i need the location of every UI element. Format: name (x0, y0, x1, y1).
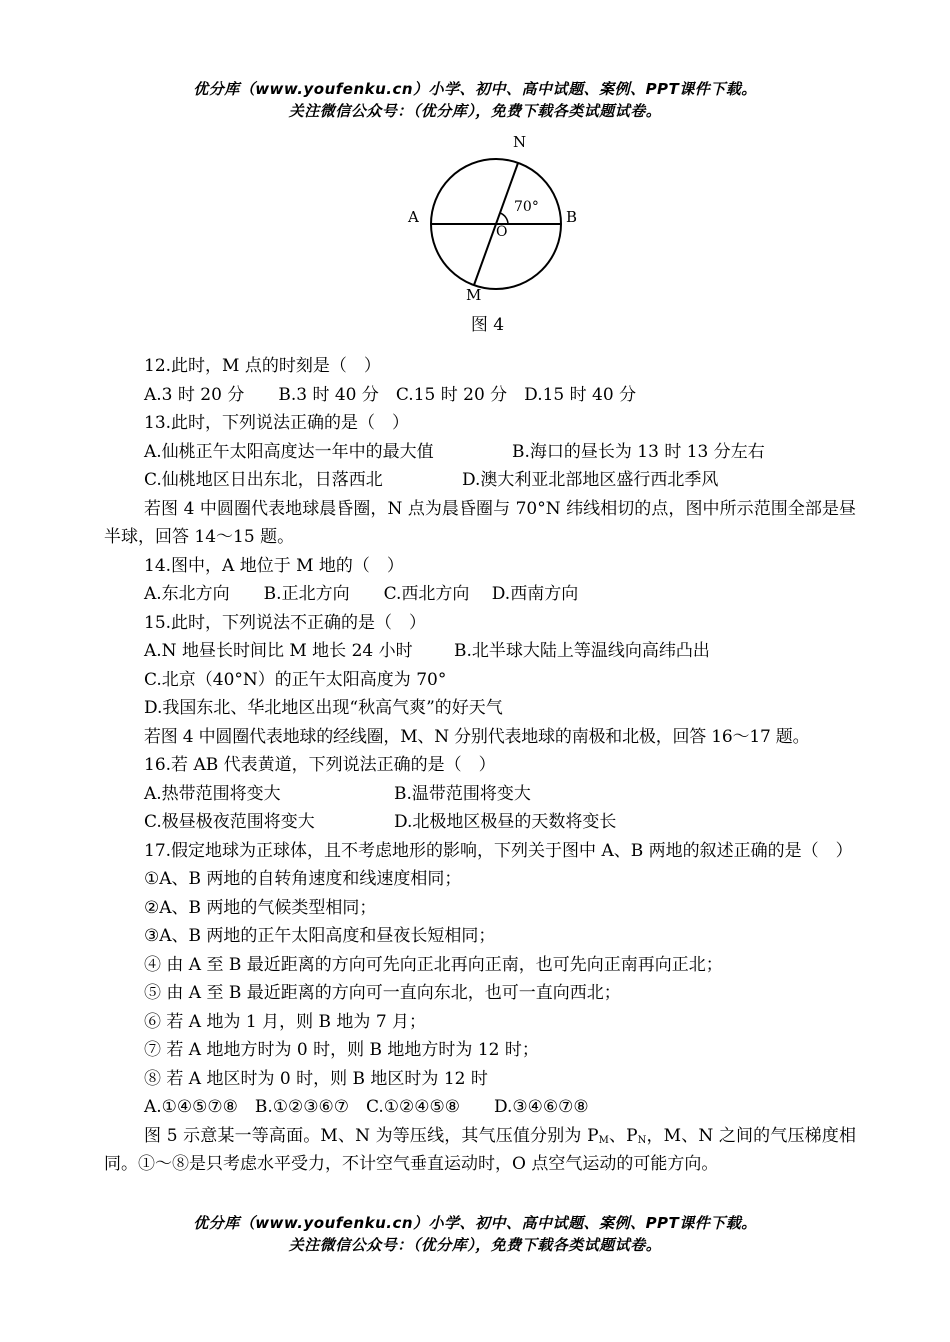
footer-line-1: 优分库（www.youfenku.cn）小学、初中、高中试题、案例、PPT课件下载。 (193, 1214, 757, 1232)
q15-option-b: B.北半球大陆上等温线向高纬凸出 (454, 641, 710, 661)
header-line-1: 优分库（www.youfenku.cn）小学、初中、高中试题、案例、PPT课件下载。 (193, 80, 757, 98)
q17-item-3: ③A、B 两地的正午太阳高度和昼夜长短相同； (144, 926, 496, 946)
intro-14-15: 若图 4 中圆圈代表地球晨昏圈，N 点为晨昏圈与 70°N 纬线相切的点，图中所示范围全部是昼半球，回答 14～15 题。 (104, 498, 856, 547)
figure-4-diagram (400, 128, 600, 308)
q15-stem: 15.此时，下列说法不正确的是（ ） (144, 612, 427, 633)
fig5-sub-n: N (637, 1134, 647, 1146)
q13-option-d: D.澳大利亚北部地区盛行西北季风 (462, 470, 719, 490)
q17-item-2: ②A、B 两地的气候类型相同； (144, 897, 377, 918)
figure-caption: 图 4 (470, 315, 505, 335)
q17-item-4: ④ 由 A 至 B 最近距离的方向可先向正北再向正南，也可先向正南再向正北； (144, 954, 723, 975)
q12-stem: 12.此时，M 点的时刻是（ ） (144, 356, 381, 376)
q12-options: A.3 时 20 分 B.3 时 40 分 C.15 时 20 分 D.15 时 40 分 (144, 384, 637, 405)
q13-option-c: C.仙桃地区日出东北，日落西北 (144, 470, 383, 490)
footer-line-2: 关注微信公众号：（优分库），免费下载各类试题试卷。 (288, 1236, 662, 1254)
q14-options: A.东北方向 B.正北方向 C.西北方向 D.西南方向 (144, 584, 579, 604)
q17-item-8: ⑧ 若 A 地区时为 0 时，则 B 地区时为 12 时 (144, 1068, 488, 1089)
q16-option-b: B.温带范围将变大 (394, 783, 531, 804)
label-b: B (566, 208, 578, 226)
q13-row-1 (104, 438, 856, 467)
q13-option-a: A.仙桃正午太阳高度达一年中的最大值 (144, 441, 434, 462)
q16-row-1 (104, 780, 856, 809)
figure-5-intro (104, 1122, 856, 1179)
q17-item-7: ⑦ 若 A 地地方时为 0 时，则 B 地地方时为 12 时； (144, 1040, 539, 1060)
fig5-sub-m: M (598, 1134, 609, 1146)
q17-item-1: ①A、B 两地的自转角速度和线速度相同； (144, 869, 462, 889)
q13-stem: 13.此时，下列说法正确的是（ ） (144, 413, 410, 433)
q15-option-d: D.我国东北、华北地区出现“秋高气爽”的好天气 (144, 698, 503, 718)
question-content (104, 352, 856, 1179)
q16-row-2 (104, 808, 856, 837)
label-angle: 70° (514, 199, 539, 215)
q16-option-a: A.热带范围将变大 (144, 783, 281, 804)
q16-option-c: C.极昼极夜范围将变大 (144, 812, 315, 832)
q13-option-b: B.海口的昼长为 13 时 13 分左右 (512, 441, 765, 462)
fig5-text-3: ，M、N 之间的气压梯度相同。①～⑧是只考虑水平受力，不计空气垂直运动时，O 点空气运动的可能方向。 (104, 1125, 856, 1174)
q17-item-6: ⑥ 若 A 地为 1 月，则 B 地为 7 月； (144, 1011, 427, 1032)
q15-row-1 (104, 637, 856, 666)
q16-option-d: D.北极地区极昼的天数将变长 (394, 812, 617, 832)
q16-stem: 16.若 AB 代表黄道，下列说法正确的是（ ） (144, 755, 496, 775)
header-line-2: 关注微信公众号：（优分库），免费下载各类试题试卷。 (288, 102, 662, 120)
fig5-text-2: 、P (608, 1125, 638, 1146)
q17-stem: 17.假定地球为正球体，且不考虑地形的影响，下列关于图中 A、B 两地的叙述正确的是（ ） (144, 840, 853, 861)
q17-item-5: ⑤ 由 A 至 B 最近距离的方向可一直向东北，也可一直向西北； (144, 983, 621, 1003)
q17-options: A.①④⑤⑦⑧ B.①②③⑥⑦ C.①②④⑤⑧ D.③④⑥⑦⑧ (144, 1097, 589, 1117)
fig5-text-1: 图 5 示意某一等高面。M、N 为等压线，其气压值分别为 P (144, 1125, 599, 1146)
intro-16-17: 若图 4 中圆圈代表地球的经线圈，M、N 分别代表地球的南极和北极，回答 16～17 题。 (144, 726, 810, 747)
label-m: M (466, 286, 482, 304)
q14-stem: 14.图中，A 地位于 M 地的（ ） (144, 555, 404, 576)
q15-option-a: A.N 地昼长时间比 M 地长 24 小时 (144, 641, 413, 661)
earth-circle-diagram (400, 128, 600, 308)
label-a: A (408, 208, 419, 226)
angle-arc (500, 213, 508, 224)
label-n: N (513, 133, 527, 151)
q13-row-2 (104, 466, 856, 495)
q15-option-c: C.北京（40°N）的正午太阳高度为 70° (144, 669, 447, 690)
label-o: O (496, 224, 508, 240)
